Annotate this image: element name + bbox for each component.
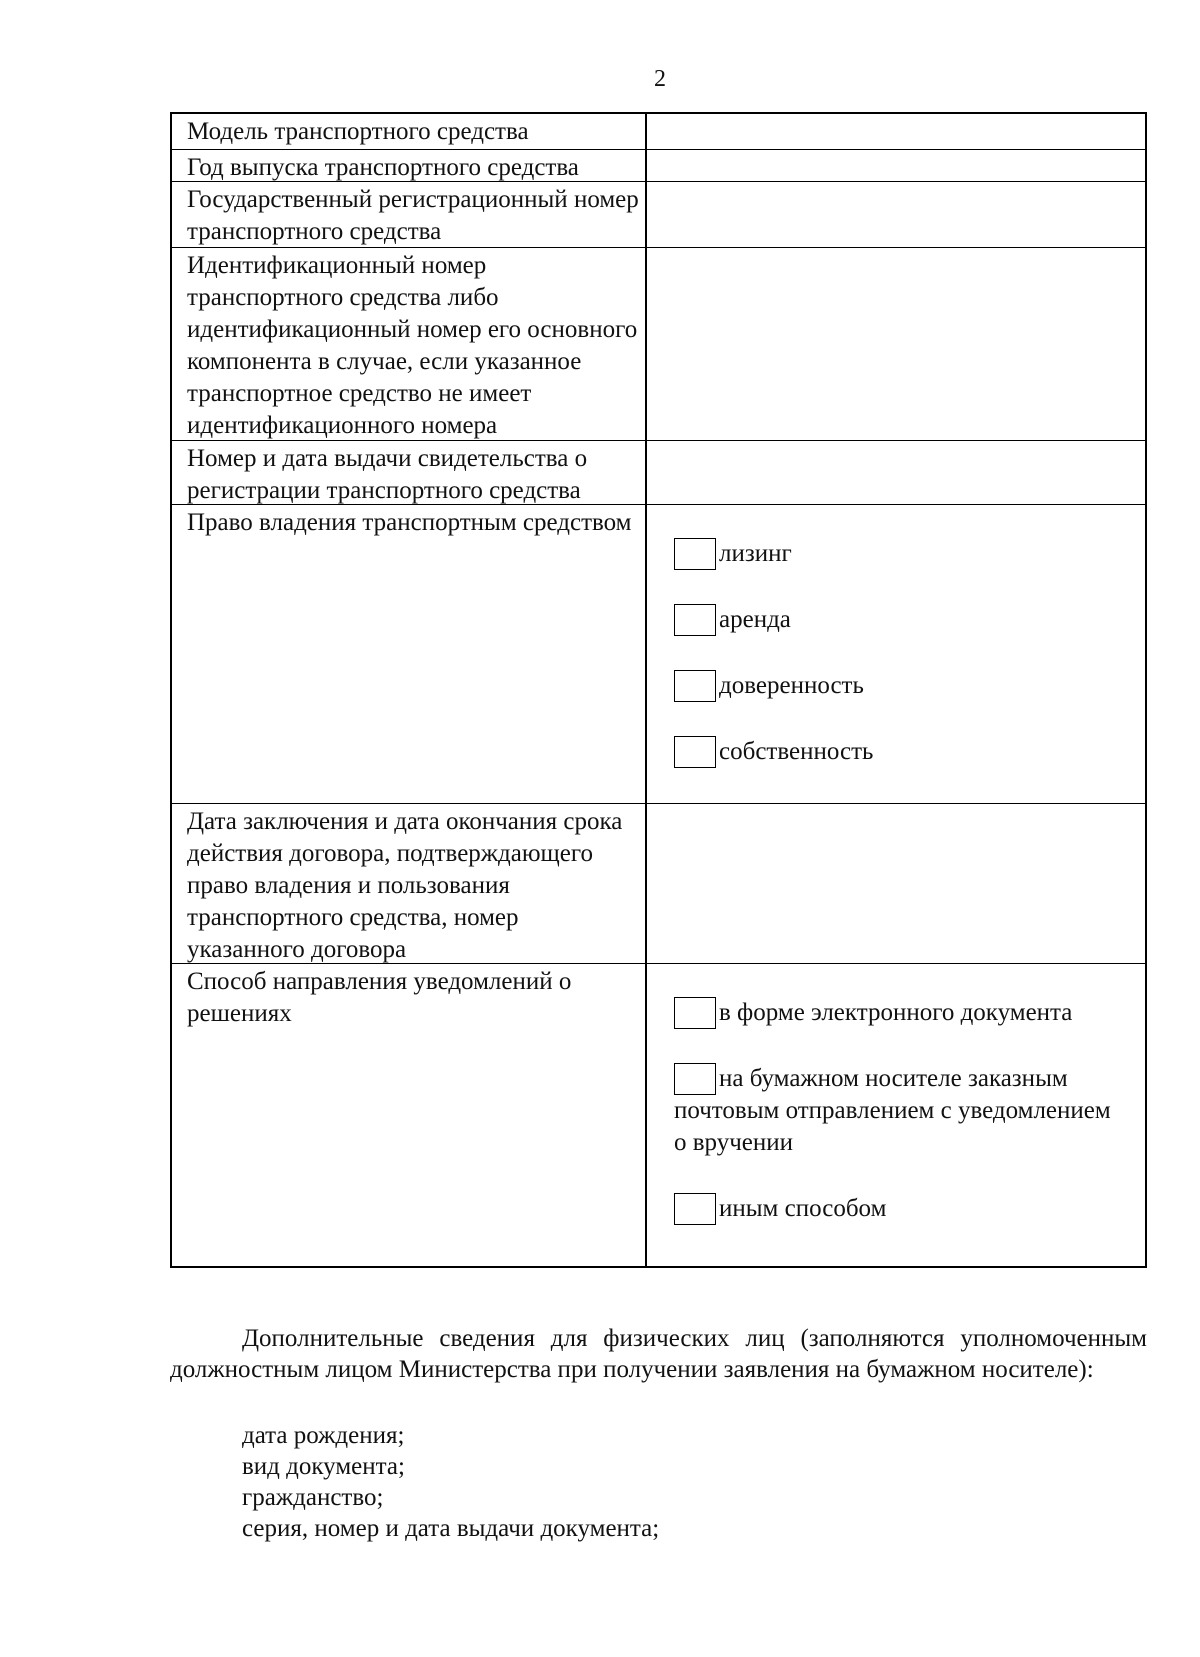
option-label: собственность [719,738,874,765]
option-label: лизинг [719,540,792,567]
vehicle-model-field[interactable] [647,114,1145,149]
ownership-option-rent[interactable] [674,604,791,636]
row-label: Номер и дата выдачи свидетельства о регистрации транспортного средства [172,441,647,504]
option-label: доверенность [719,672,864,699]
notification-method-options [647,964,1145,1266]
option-label: иным способом [719,1195,887,1222]
vehicle-info-table [170,112,1147,1268]
table-row [172,150,1145,182]
registration-certificate-field[interactable] [647,441,1145,504]
additional-info-paragraph: Дополнительные сведения для физических лиц (заполняются уполномоченным должностным лицом Министерства при получении заявления на бумажном носителе): [170,1325,1147,1383]
checkbox[interactable] [674,538,716,570]
notification-option-other[interactable] [674,1193,886,1225]
registration-number-field[interactable] [647,182,1145,247]
ownership-option-proxy[interactable] [674,670,864,702]
table-row [172,964,1145,1266]
table-row [172,114,1145,150]
row-label: Способ направления уведомлений о решениях [172,964,647,1266]
vehicle-year-field[interactable] [647,150,1145,181]
row-label: Год выпуска транспортного средства [172,150,647,181]
checkbox[interactable] [674,1063,716,1095]
list-item: серия, номер и дата выдачи документа; [242,1515,660,1542]
notification-option-paper[interactable] [674,1063,1124,1159]
checkbox[interactable] [674,604,716,636]
checkbox[interactable] [674,997,716,1029]
row-label: Государственный регистрационный номер транспортного средства [172,182,647,247]
notification-option-electronic[interactable] [674,997,1072,1029]
table-row [172,505,1145,804]
vin-field[interactable] [647,248,1145,440]
row-label: Дата заключения и дата окончания срока действия договора, подтверждающего право владения и пользования транспортного средства, номер указанного договора [172,804,647,963]
contract-dates-field[interactable] [647,804,1145,963]
option-label: в форме электронного документа [719,999,1073,1026]
row-label: Право владения транспортным средством [172,505,647,803]
list-item: гражданство; [242,1484,384,1511]
checkbox[interactable] [674,736,716,768]
option-label: аренда [719,606,791,633]
page-number: 2 [654,66,666,92]
table-row [172,441,1145,505]
table-row [172,804,1145,964]
ownership-option-leasing[interactable] [674,538,792,570]
ownership-options [647,505,1145,803]
option-label: на бумажном носителе заказным почтовым отправлением с уведомлением о вручении [674,1065,1111,1156]
checkbox[interactable] [674,670,716,702]
checkbox[interactable] [674,1193,716,1225]
list-item: дата рождения; [242,1422,405,1449]
row-label: Идентификационный номер транспортного средства либо идентификационный номер его основного компонента в случае, если указанное транспортное средство не имеет идентификационного номера [172,248,647,440]
table-row [172,248,1145,441]
list-item: вид документа; [242,1453,405,1480]
table-row [172,182,1145,248]
row-label: Модель транспортного средства [172,114,647,149]
additional-info-list [242,1420,659,1544]
ownership-option-property[interactable] [674,736,873,768]
